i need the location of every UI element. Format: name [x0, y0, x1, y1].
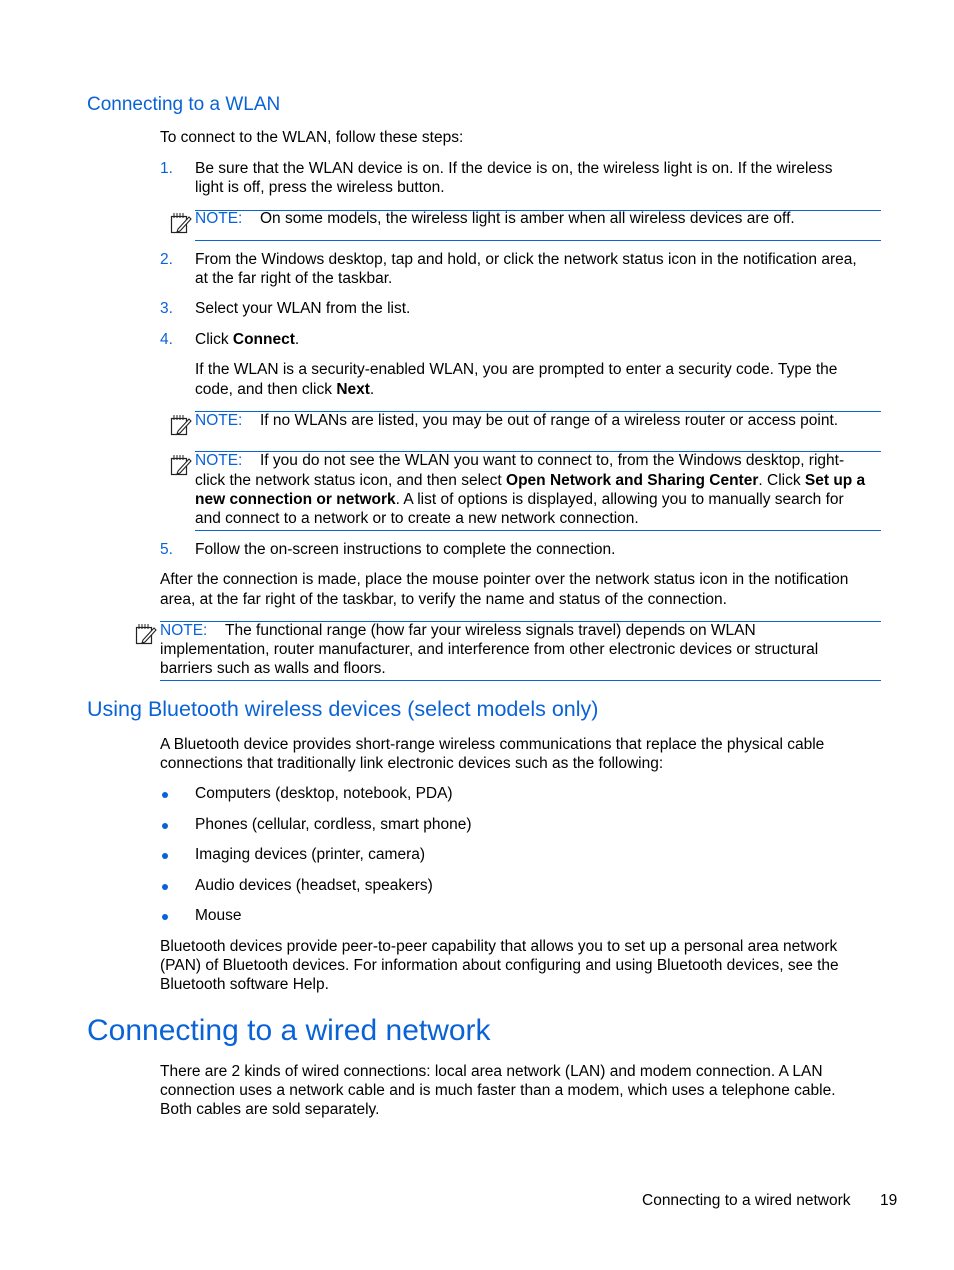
note-text: implementation, router manufacturer, and interference from other electronic devices or structural [160, 641, 819, 658]
note-label: NOTE: [195, 412, 243, 429]
note-text: barriers such as walls and floors. [160, 660, 386, 677]
bullet-dot [162, 823, 168, 829]
note-icon [170, 454, 192, 476]
after-para: After the connection is made, place the mouse pointer over the network status icon in the notification [160, 571, 849, 588]
note-text: and connect to a network or to create a new network connection. [195, 510, 639, 527]
step4-para: If the WLAN is a security-enabled WLAN, you are prompted to enter a security code. Type the [195, 361, 838, 378]
note-rule-bottom [195, 240, 881, 241]
bluetooth-intro: A Bluetooth device provides short-range wireless communications that replace the physical cable [160, 736, 825, 753]
bluetooth-outro: Bluetooth software Help. [160, 976, 329, 993]
note-icon [170, 414, 192, 436]
step4-para: code, and then click Next. [195, 381, 375, 398]
note-icon [170, 212, 192, 234]
step-text: light is off, press the wireless button. [195, 179, 445, 196]
step-number: 1. [160, 160, 173, 177]
section-heading-wlan: Connecting to a WLAN [87, 94, 281, 115]
step-number: 3. [160, 300, 173, 317]
step-text: Be sure that the WLAN device is on. If the device is on, the wireless light is on. If the wireless [195, 160, 833, 177]
step-number: 2. [160, 251, 173, 268]
step-text: From the Windows desktop, tap and hold, or click the network status icon in the notification area, [195, 251, 857, 268]
note-rule-bottom [195, 530, 881, 531]
note-label: NOTE: [195, 210, 243, 227]
list-item: Imaging devices (printer, camera) [195, 846, 426, 863]
step-number: 5. [160, 541, 173, 558]
footer-title: Connecting to a wired network [642, 1192, 851, 1209]
bullet-dot [162, 792, 168, 798]
note-label: NOTE: [160, 622, 208, 639]
list-item: Phones (cellular, cordless, smart phone) [195, 816, 472, 833]
bullet-dot [162, 914, 168, 920]
note-text: If you do not see the WLAN you want to connect to, from the Windows desktop, right- [260, 452, 845, 469]
wired-para: connection uses a network cable and is much faster than a modem, which uses a telephone cable. [160, 1082, 836, 1099]
note-text: If no WLANs are listed, you may be out of range of a wireless router or access point. [260, 412, 839, 429]
step-text: Select your WLAN from the list. [195, 300, 411, 317]
bluetooth-outro: Bluetooth devices provide peer-to-peer capability that allows you to set up a personal area network [160, 938, 838, 955]
note-text: click the network status icon, and then select Open Network and Sharing Center. Click Set up a [195, 472, 866, 489]
note-rule-bottom [160, 680, 881, 681]
step-text: at the far right of the taskbar. [195, 270, 393, 287]
note-label: NOTE: [195, 452, 243, 469]
bluetooth-outro: (PAN) of Bluetooth devices. For information about configuring and using Bluetooth devices, see the [160, 957, 839, 974]
step-number: 4. [160, 331, 173, 348]
wired-para: Both cables are sold separately. [160, 1101, 380, 1118]
list-item: Audio devices (headset, speakers) [195, 877, 433, 894]
bluetooth-intro: connections that traditionally link electronic devices such as the following: [160, 755, 664, 772]
note-text: new connection or network. A list of options is displayed, allowing you to manually search for [195, 491, 844, 508]
step-text: Follow the on-screen instructions to complete the connection. [195, 541, 616, 558]
section-heading-wired: Connecting to a wired network [87, 1014, 491, 1047]
wired-para: There are 2 kinds of wired connections: local area network (LAN) and modem connection. A LAN [160, 1063, 823, 1080]
note-icon [135, 623, 157, 645]
list-item: Mouse [195, 907, 242, 924]
page-number: 19 [880, 1192, 898, 1209]
note-text: The functional range (how far your wireless signals travel) depends on WLAN [225, 622, 756, 639]
bullet-dot [162, 853, 168, 859]
after-para: area, at the far right of the taskbar, to verify the name and status of the connection. [160, 591, 727, 608]
section-heading-bluetooth: Using Bluetooth wireless devices (select models only) [87, 697, 599, 721]
step-text: Click Connect. [195, 331, 300, 348]
list-item: Computers (desktop, notebook, PDA) [195, 785, 453, 802]
bullet-dot [162, 884, 168, 890]
wlan-intro: To connect to the WLAN, follow these steps: [160, 129, 464, 146]
note-text: On some models, the wireless light is amber when all wireless devices are off. [260, 210, 795, 227]
